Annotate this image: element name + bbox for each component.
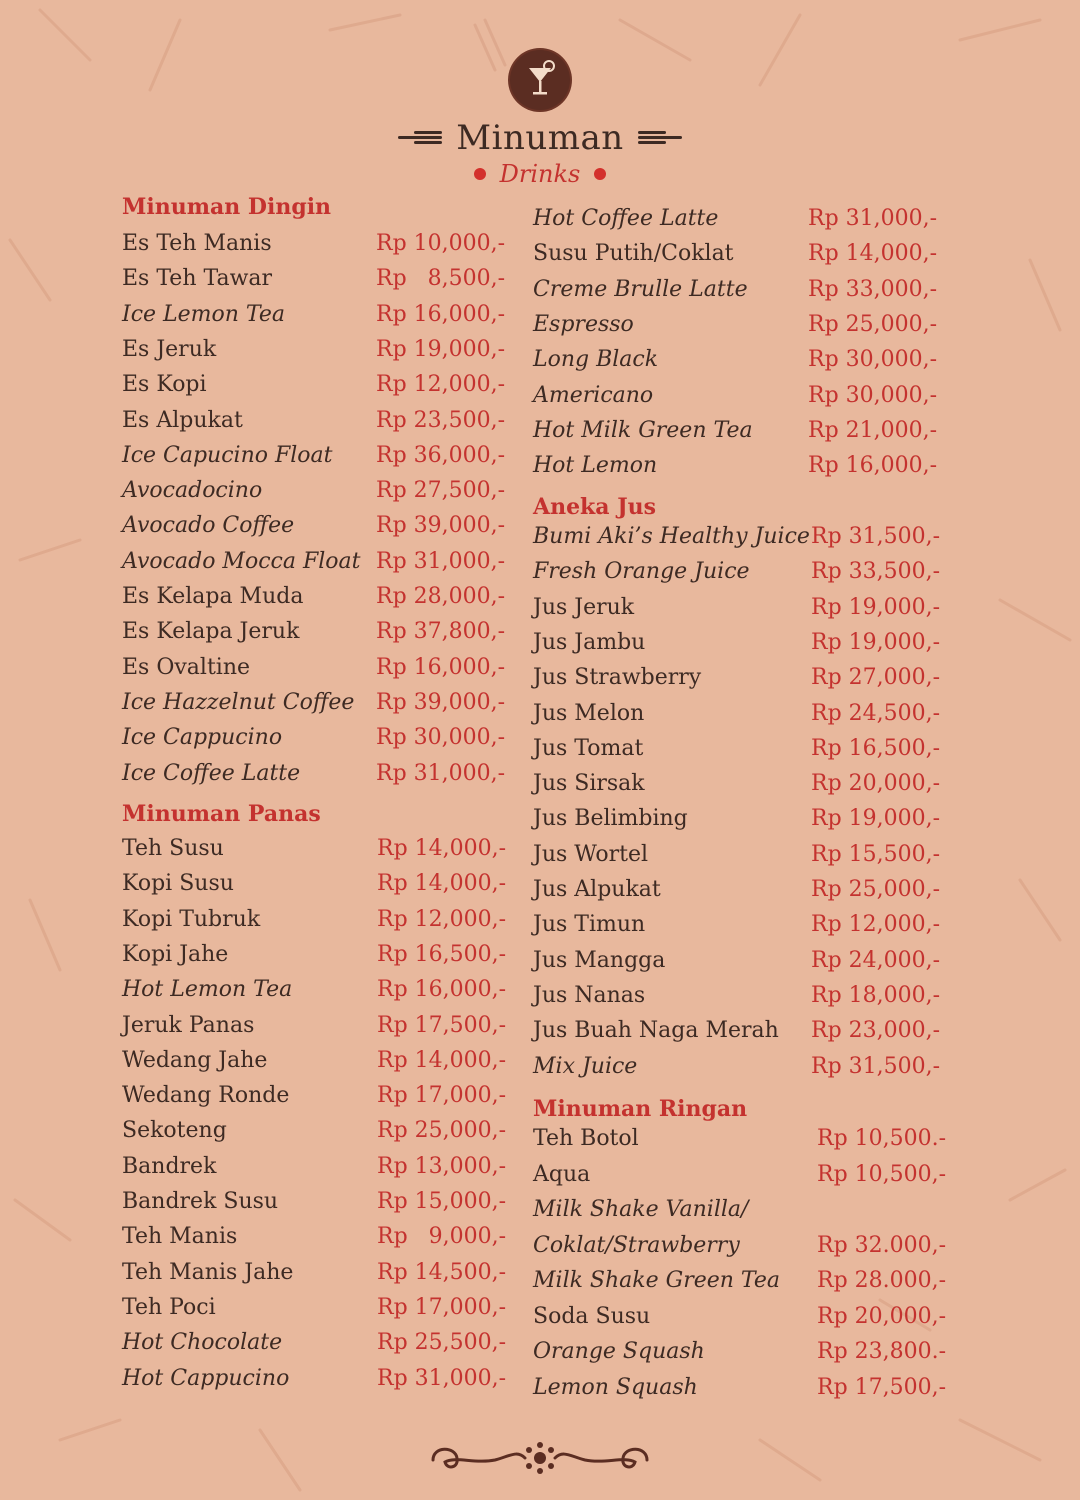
menu-item-name: Soda Susu bbox=[533, 1303, 651, 1329]
section-title-hot-drinks: Minuman Panas bbox=[122, 801, 321, 827]
menu-item-price: Rp 9,000,- bbox=[377, 1224, 507, 1250]
menu-item-price: Rp 19,000,- bbox=[376, 336, 506, 362]
menu-item bbox=[533, 1162, 947, 1192]
menu-item bbox=[122, 1295, 507, 1325]
menu-item-name: Es Kelapa Jeruk bbox=[122, 619, 300, 645]
menu-item-price: Rp 31,000,- bbox=[377, 1365, 507, 1391]
menu-item-price: Rp 25,000,- bbox=[808, 311, 938, 337]
menu-item bbox=[533, 1339, 947, 1369]
menu-item bbox=[533, 1304, 947, 1334]
menu-item bbox=[122, 1330, 507, 1360]
menu-item-price: Rp 12,000,- bbox=[376, 372, 506, 398]
menu-item bbox=[122, 1118, 507, 1148]
dot-icon bbox=[474, 168, 486, 180]
menu-item-price: Rp 8,500,- bbox=[376, 266, 506, 292]
menu-item-price: Rp 17,000,- bbox=[377, 1294, 507, 1320]
menu-item-price: Rp 10,500.- bbox=[817, 1126, 947, 1151]
dot-icon bbox=[594, 168, 606, 180]
menu-item-name: Es Alpukat bbox=[122, 407, 243, 433]
menu-item-price: Rp 14,000,- bbox=[377, 871, 507, 897]
menu-item-price: Rp 24,500,- bbox=[811, 700, 941, 726]
menu-item-name: Kopi Tubruk bbox=[122, 906, 261, 932]
page-subtitle: Drinks bbox=[499, 160, 581, 188]
section-title-juice: Aneka Jus bbox=[533, 494, 657, 520]
menu-item-price: Rp 15,000,- bbox=[377, 1189, 507, 1214]
menu-item bbox=[533, 453, 938, 483]
menu-item-name: Jus Wortel bbox=[533, 841, 649, 867]
menu-item-name: Jeruk Panas bbox=[122, 1012, 255, 1038]
menu-item-price: Rp 17,000,- bbox=[377, 1083, 507, 1109]
menu-item-name: Jus Sirsak bbox=[533, 771, 645, 797]
menu-item-name: Jus Strawberry bbox=[533, 665, 702, 691]
menu-item-price: Rp 31,500,- bbox=[811, 524, 941, 549]
menu-item-price: Rp 18,000,- bbox=[811, 982, 941, 1008]
menu-item bbox=[533, 1268, 947, 1298]
menu-item-price: Rp 25,000,- bbox=[377, 1118, 507, 1144]
menu-item-price: Rp 30,000,- bbox=[376, 725, 506, 751]
menu-item-name: Hot Coffee Latte bbox=[533, 206, 719, 231]
menu-item bbox=[122, 443, 506, 473]
menu-item-price: Rp 16,500,- bbox=[377, 941, 507, 967]
menu-item bbox=[122, 1260, 507, 1290]
menu-item-name: Wedang Jahe bbox=[122, 1047, 268, 1073]
left-column bbox=[122, 194, 522, 1414]
menu-item-name: Aqua bbox=[533, 1161, 591, 1187]
menu-item-price: Rp 28.000,- bbox=[817, 1268, 947, 1293]
menu-item-price: Rp 33,500,- bbox=[811, 559, 941, 585]
title-decoration-left bbox=[398, 131, 442, 145]
menu-item-price: Rp 19,000,- bbox=[811, 594, 941, 620]
menu-item-name: Susu Putih/Coklat bbox=[533, 241, 734, 267]
menu-item bbox=[533, 312, 938, 342]
menu-item bbox=[122, 372, 506, 402]
menu-item-price: Rp 20,000,- bbox=[811, 771, 941, 797]
menu-item-name: Jus Belimbing bbox=[533, 806, 688, 832]
menu-item-name: Sekoteng bbox=[122, 1118, 227, 1144]
menu-item-name: Hot Milk Green Tea bbox=[533, 417, 753, 443]
menu-item bbox=[122, 977, 507, 1007]
menu-item-name: Hot Lemon Tea bbox=[122, 977, 293, 1003]
menu-item-name: Bandrek Susu bbox=[122, 1189, 279, 1214]
menu-item-price: Rp 31,000,- bbox=[376, 760, 506, 786]
menu-item bbox=[533, 1375, 947, 1405]
menu-item-name: Es Ovaltine bbox=[122, 654, 251, 680]
menu-item-name: Es Kelapa Muda bbox=[122, 584, 304, 609]
menu-item-name: Teh Susu bbox=[122, 836, 224, 861]
menu-item-price: Rp 14,000,- bbox=[377, 1047, 507, 1073]
menu-item bbox=[533, 912, 941, 942]
menu-item-price: Rp 37,800,- bbox=[376, 619, 506, 645]
menu-item-name: Teh Poci bbox=[122, 1294, 216, 1320]
menu-item-name: Coklat/Strawberry bbox=[533, 1232, 740, 1258]
menu-item-price: Rp 27,500,- bbox=[376, 478, 506, 504]
menu-item bbox=[533, 383, 938, 413]
menu-item-price: Rp 16,000,- bbox=[376, 301, 506, 327]
menu-item bbox=[122, 871, 507, 901]
menu-item bbox=[533, 842, 941, 872]
menu-item-name: Ice Hazzelnut Coffee bbox=[122, 689, 355, 715]
menu-item bbox=[533, 1233, 947, 1263]
menu-item bbox=[122, 302, 506, 332]
menu-item-name: Kopi Susu bbox=[122, 871, 234, 897]
menu-item bbox=[533, 1018, 941, 1048]
menu-item-name: Ice Capucino Float bbox=[122, 442, 333, 468]
menu-item-price: Rp 14,000,- bbox=[377, 836, 507, 861]
menu-item bbox=[122, 690, 506, 720]
menu-item-name: Es Teh Manis bbox=[122, 231, 272, 256]
menu-item bbox=[533, 948, 941, 978]
menu-item-price: Rp 14,000,- bbox=[808, 241, 938, 267]
menu-item bbox=[122, 1224, 507, 1254]
menu-item-price: Rp 25,000,- bbox=[811, 877, 941, 902]
menu-item bbox=[122, 513, 506, 543]
menu-item-name: Espresso bbox=[533, 311, 634, 337]
menu-item-price: Rp 23,500,- bbox=[376, 407, 506, 433]
menu-item-name: Avocado Coffee bbox=[122, 513, 295, 539]
menu-item bbox=[122, 942, 507, 972]
menu-item-price: Rp 31,000,- bbox=[808, 206, 938, 231]
menu-item-name: Mix Juice bbox=[533, 1053, 638, 1079]
menu-item-name: Jus Mangga bbox=[533, 947, 666, 973]
menu-item bbox=[533, 524, 941, 554]
menu-item-name: Bandrek bbox=[122, 1153, 217, 1179]
menu-item-price: Rp 39,000,- bbox=[376, 513, 506, 539]
section-title-cold-drinks: Minuman Dingin bbox=[122, 194, 332, 220]
menu-item-price: Rp 31,000,- bbox=[376, 548, 506, 574]
menu-item-name: Avocadocino bbox=[122, 478, 263, 504]
menu-item-price: Rp 12,000,- bbox=[811, 912, 941, 938]
menu-item bbox=[533, 1197, 947, 1227]
menu-item-price: Rp 17,500,- bbox=[377, 1012, 507, 1038]
menu-item bbox=[533, 736, 941, 766]
menu-item bbox=[533, 1126, 947, 1156]
page-title: Minuman bbox=[456, 118, 624, 158]
menu-item bbox=[533, 347, 938, 377]
menu-item bbox=[533, 206, 938, 236]
menu-item bbox=[533, 630, 941, 660]
menu-item-price: Rp 20,000,- bbox=[817, 1303, 947, 1329]
menu-item-name: Es Jeruk bbox=[122, 336, 217, 362]
menu-item-price: Rp 13,000,- bbox=[377, 1153, 507, 1179]
menu-item-name: Ice Cappucino bbox=[122, 725, 283, 751]
menu-item-name: Teh Botol bbox=[533, 1126, 639, 1151]
menu-item bbox=[122, 266, 506, 296]
menu-item bbox=[122, 1013, 507, 1043]
menu-item bbox=[122, 761, 506, 791]
menu-item-name: Jus Jambu bbox=[533, 629, 646, 655]
menu-item bbox=[533, 701, 941, 731]
menu-item bbox=[122, 231, 506, 261]
menu-item-price: Rp 36,000,- bbox=[376, 442, 506, 468]
menu-item-name: Jus Melon bbox=[533, 700, 645, 726]
menu-item-name: Teh Manis bbox=[122, 1224, 238, 1250]
menu-item-price: Rp 25,500,- bbox=[377, 1330, 507, 1356]
menu-item-name: Hot Cappucino bbox=[122, 1365, 290, 1391]
menu-item bbox=[533, 559, 941, 589]
cocktail-glass-icon bbox=[510, 50, 570, 110]
menu-item-name: Americano bbox=[533, 382, 654, 408]
menu-item-name: Fresh Orange Juice bbox=[533, 559, 750, 585]
menu-item-name: Bumi Aki’s Healthy Juice bbox=[533, 524, 810, 549]
menu-item bbox=[122, 725, 506, 755]
menu-item-name: Avocado Mocca Float bbox=[122, 548, 361, 574]
menu-item-name: Jus Alpukat bbox=[533, 877, 661, 902]
menu-item-price: Rp 10,000,- bbox=[376, 231, 506, 256]
menu-item bbox=[533, 595, 941, 625]
menu-item-price: Rp 14,500,- bbox=[377, 1259, 507, 1285]
menu-item-price: Rp 24,000,- bbox=[811, 947, 941, 973]
menu-item-price: Rp 32.000,- bbox=[817, 1232, 947, 1258]
menu-item bbox=[122, 584, 506, 614]
menu-item bbox=[122, 337, 506, 367]
menu-item bbox=[122, 1366, 507, 1396]
menu-item bbox=[122, 478, 506, 508]
menu-item bbox=[122, 836, 507, 866]
menu-item bbox=[122, 1154, 507, 1184]
menu-item-name: Es Kopi bbox=[122, 372, 207, 398]
menu-item bbox=[122, 549, 506, 579]
menu-item-name: Jus Timun bbox=[533, 912, 646, 938]
menu-item-price: Rp 16,000,- bbox=[377, 977, 507, 1003]
menu-item-price: Rp 33,000,- bbox=[808, 276, 938, 302]
menu-item-price: Rp 16,000,- bbox=[376, 654, 506, 680]
menu-item bbox=[122, 1083, 507, 1113]
menu-item-name: Jus Buah Naga Merah bbox=[533, 1018, 779, 1044]
title-decoration-right bbox=[638, 131, 682, 145]
right-column bbox=[533, 206, 953, 1416]
menu-item-price: Rp 12,000,- bbox=[377, 906, 507, 932]
menu-item-price: Rp 19,000,- bbox=[811, 629, 941, 655]
menu-item-price: Rp 15,500,- bbox=[811, 841, 941, 867]
menu-item-name: Milk Shake Vanilla/ bbox=[533, 1197, 749, 1222]
menu-item-name: Long Black bbox=[533, 347, 659, 373]
menu-item-name: Lemon Squash bbox=[533, 1374, 698, 1400]
menu-item-price: Rp 21,000,- bbox=[808, 417, 938, 443]
menu-item bbox=[533, 665, 941, 695]
menu-item-name: Hot Lemon bbox=[533, 453, 658, 479]
menu-item-price: Rp 27,000,- bbox=[811, 665, 941, 691]
menu-item bbox=[122, 907, 507, 937]
menu-item-name: Jus Jeruk bbox=[533, 594, 635, 620]
menu-item-name: Jus Nanas bbox=[533, 982, 646, 1008]
menu-item-price: Rp 16,500,- bbox=[811, 735, 941, 761]
menu-item-name: Orange Squash bbox=[533, 1339, 705, 1364]
menu-item-price: Rp 10,500,- bbox=[817, 1161, 947, 1187]
menu-item-price: Rp 31,500,- bbox=[811, 1053, 941, 1079]
menu-item-name: Hot Chocolate bbox=[122, 1330, 283, 1356]
menu-item bbox=[533, 877, 941, 907]
menu-item-price: Rp 23,800.- bbox=[817, 1339, 947, 1364]
flourish-ornament-icon bbox=[425, 1428, 655, 1488]
menu-item-price: Rp 17,500,- bbox=[817, 1374, 947, 1400]
menu-item bbox=[122, 408, 506, 438]
menu-item-name: Ice Lemon Tea bbox=[122, 301, 286, 327]
menu-item bbox=[122, 655, 506, 685]
menu-item bbox=[533, 418, 938, 448]
menu-item-name: Milk Shake Green Tea bbox=[533, 1268, 781, 1293]
menu-item-price: Rp 28,000,- bbox=[376, 584, 506, 609]
menu-item bbox=[122, 1189, 507, 1219]
menu-item-name: Teh Manis Jahe bbox=[122, 1259, 294, 1285]
menu-header bbox=[0, 50, 1080, 188]
menu-item bbox=[533, 806, 941, 836]
menu-item-name: Creme Brulle Latte bbox=[533, 276, 748, 302]
menu-item-name: Ice Coffee Latte bbox=[122, 760, 301, 786]
menu-item bbox=[533, 1054, 941, 1084]
menu-item-price: Rp 16,000,- bbox=[808, 453, 938, 479]
menu-item-name: Wedang Ronde bbox=[122, 1083, 290, 1109]
menu-item-name: Kopi Jahe bbox=[122, 941, 229, 967]
menu-item bbox=[533, 277, 938, 307]
menu-item bbox=[533, 771, 941, 801]
menu-item bbox=[122, 1048, 507, 1078]
menu-item bbox=[122, 619, 506, 649]
menu-item-price: Rp 30,000,- bbox=[808, 382, 938, 408]
menu-item-name: Es Teh Tawar bbox=[122, 266, 273, 292]
menu-item-name: Jus Tomat bbox=[533, 735, 644, 761]
menu-item bbox=[533, 241, 938, 271]
menu-item bbox=[533, 983, 941, 1013]
section-title-soft-drinks: Minuman Ringan bbox=[533, 1096, 748, 1122]
menu-item-price: Rp 23,000,- bbox=[811, 1018, 941, 1044]
menu-item-price: Rp 39,000,- bbox=[376, 689, 506, 715]
menu-item-price: Rp 19,000,- bbox=[811, 806, 941, 832]
menu-item-price: Rp 30,000,- bbox=[808, 347, 938, 373]
